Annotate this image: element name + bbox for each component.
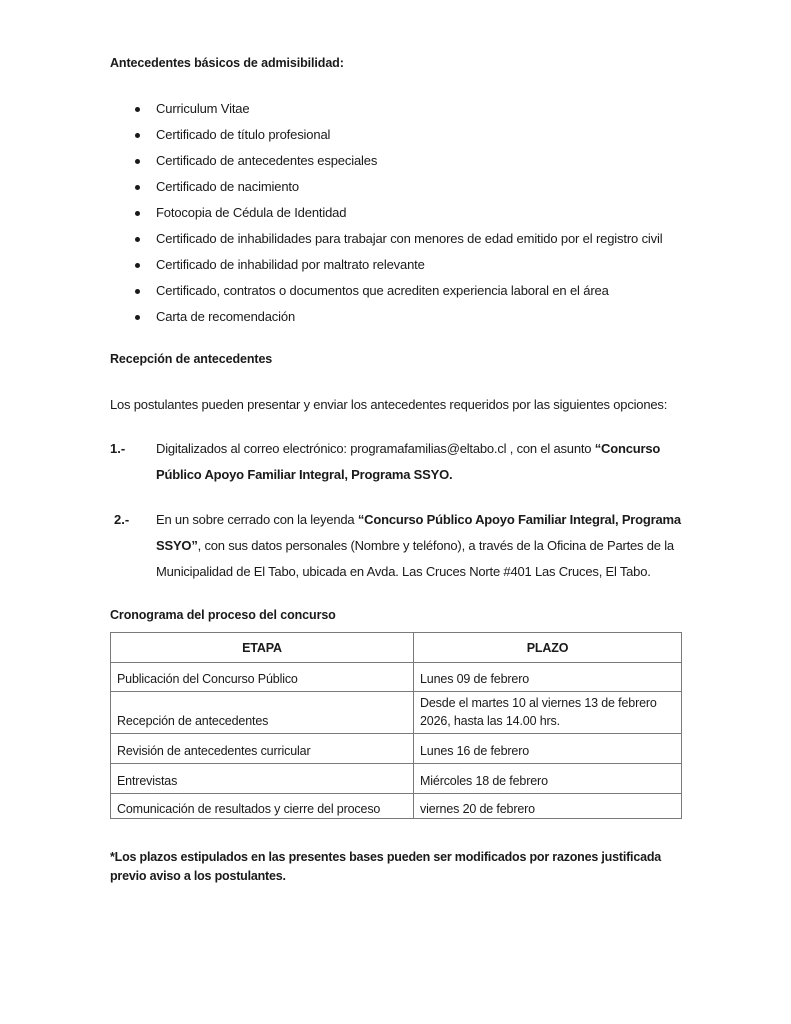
reception-intro: Los postulantes pueden presentar y enviar los antecedentes requeridos por las siguientes opciones:: [110, 397, 668, 412]
bullet-icon: [135, 237, 140, 242]
plazo-cell: Desde el martes 10 al viernes 13 de febrero 2026, hasta las 14.00 hrs.: [414, 692, 682, 734]
bullet-icon: [135, 159, 140, 164]
etapa-cell: Publicación del Concurso Público: [111, 663, 414, 692]
bullet-icon: [135, 315, 140, 320]
option-line: Municipalidad de El Tabo, ubicada en Avda. Las Cruces Norte #401 Las Cruces, El Tabo.: [156, 564, 651, 579]
plazo-cell: Lunes 16 de febrero: [414, 734, 682, 764]
etapa-cell: Comunicación de resultados y cierre del proceso: [111, 794, 414, 819]
etapa-cell: Revisión de antecedentes curricular: [111, 734, 414, 764]
bullet-icon: [135, 185, 140, 190]
option-number: 2.-: [114, 512, 130, 527]
footnote: *Los plazos estipulados en las presentes bases pueden ser modificados por razones justificada previo aviso a los postulantes.: [110, 850, 662, 883]
etapa-cell: Recepción de antecedentes: [111, 692, 414, 734]
bullet-icon: [135, 107, 140, 112]
option-line: En un sobre cerrado con la leyenda “Concurso Público Apoyo Familiar Integral, Programa: [156, 512, 681, 527]
table-row: [111, 764, 682, 794]
email-link[interactable]: programafamilias@eltabo.cl: [350, 441, 507, 456]
plazo-cell: Lunes 09 de febrero: [414, 663, 682, 692]
schedule-table: [110, 632, 682, 819]
table-row: [111, 734, 682, 764]
etapa-cell: Entrevistas: [111, 764, 414, 794]
bullet-icon: [135, 133, 140, 138]
option-number: 1.-: [110, 441, 126, 456]
table-row: [111, 794, 682, 819]
option-line: Público Apoyo Familiar Integral, Programa SSYO.: [156, 467, 453, 482]
column-header-plazo: PLAZO: [414, 633, 682, 663]
option-line: SSYO”, con sus datos personales (Nombre y teléfono), a través de la Oficina de Partes de la: [156, 538, 674, 553]
bullet-icon: [135, 289, 140, 294]
plazo-cell: viernes 20 de febrero: [414, 794, 682, 819]
table-row: [111, 663, 682, 692]
admissibility-heading: Antecedentes básicos de admisibilidad:: [110, 56, 344, 70]
column-header-etapa: ETAPA: [111, 633, 414, 663]
bullet-icon: [135, 263, 140, 268]
plazo-cell: Miércoles 18 de febrero: [414, 764, 682, 794]
schedule-heading: Cronograma del proceso del concurso: [110, 608, 336, 622]
option-line: Digitalizados al correo electrónico: programafamilias@eltabo.cl , con el asunto “Concurso: [156, 441, 661, 456]
bullet-icon: [135, 211, 140, 216]
reception-heading: Recepción de antecedentes: [110, 352, 273, 366]
table-row: [111, 692, 682, 734]
table-header-row: [111, 633, 682, 663]
